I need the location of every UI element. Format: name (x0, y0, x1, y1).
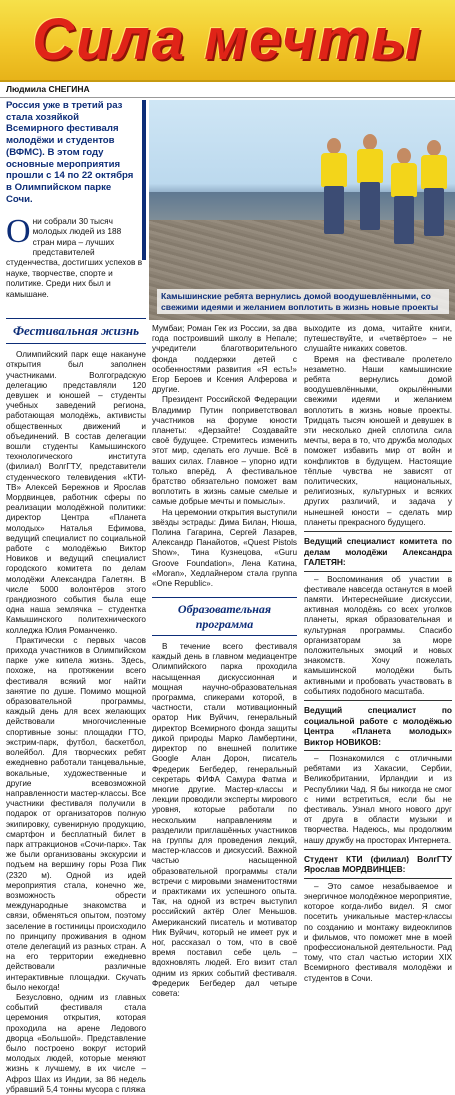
drop-cap: О (6, 213, 31, 250)
page-title: Сила мечты (32, 7, 423, 72)
quote-rule (304, 700, 452, 701)
quote-text: – Это самое незабываемое и энергичное молодёжное мероприятие, которое когда-либо видел. Я смог посетить уникальные мастер-классы по созданию и монтажу видеоклипов и фильмов, что поможет мне в моей профессиональной деятельности. Рад тому, что стал частью истории XIX Всемирного фестиваля молодёжи и студентов в Сочи. (304, 881, 452, 983)
paragraph: Президент Российской Федерации Владимир Путин поприветствовал участников на форуме юности планеты: «Дерзайте! Создавайте своё будущее. Стремитесь изменить этот мир, сделать его лучше. Всё в ваших силах. Главное – упорно идти только вперёд. А фестивальное братство обязательно поможет вам воплотить в жизнь самые смелые и самые добрые мечты и помыслы». (152, 395, 297, 507)
section-rule (6, 318, 146, 319)
intro-paragraph (6, 213, 144, 299)
article-column-2 (152, 324, 297, 998)
quote-speaker: Ведущий специалист по социальной работе с молодёжью Центра «Планета молодых» Виктор НОВИКОВ: (304, 705, 452, 747)
quote-rule (304, 878, 452, 879)
section-heading-festival-life: Фестивальная жизнь (12, 323, 140, 338)
section-rule (152, 597, 297, 598)
paragraph: Безусловно, одним из главных событий фестиваля стала церемония открытия, которая проходила на арене Ледового дворца «Большой». Представление было построено вокруг историй молодых людей, которые меняют жизнь к лучшему, в их числе – Афроз Шах из Индии, за 86 недель убравший 5,4 тонны мусора с пляжа (6, 992, 146, 1094)
paragraph: В течение всего фестиваля каждый день в главном медиацентре Олимпийского парка проходила насыщенная дискуссионная и мощная научно-образовательная программа, спикерами которой, в частности, стали мотивационный оратор Ник Вуйчич, генеральный директор Всемирного фонда защиты дикой природы Марко Ламбертини, директор по внешней политике Google Алан Дорон, писатель Фредерик Бегбедер, генеральный секретарь ФИФА Самура Фатма и многие другие. Мастер-классы и лекции проводили эксперты мирового уровня, которые работали по нескольким направлениям и разделили приглашённых участников на группы для проведения лекций, мастер-классов и дискуссий. Важной частью насыщенной образовательной программы стали встречи с мировыми знаменитостями и практиками их успешного опыта. Так, на одной из встреч выступил российский актёр Олег Меньшов. Американский писатель и мотиватор Ник Вуйчич, который не имеет рук и ног, рассказал о том, что в своё время поставил себе цель – вдохновлять людей. Его визит стал одним из ярких событий фестиваля. Фредерик Бегбедер дал четыре совета: (152, 642, 297, 998)
quote-rule (304, 849, 452, 850)
article-photo (149, 100, 455, 320)
section-rule (152, 635, 297, 636)
quote-rule (304, 531, 452, 532)
section-rule (6, 343, 146, 344)
quote-speaker: Ведущий специалист комитета по делам молодёжи Александра ГАЛЕТЯН: (304, 536, 452, 568)
author-byline: Людмила СНЕГИНА (6, 84, 90, 94)
photo-person (353, 134, 387, 234)
quote-rule (304, 571, 452, 572)
masthead (0, 0, 455, 82)
paragraph: Время на фестивале пролетело незаметно. Наши камышинские ребята вернулись домой воодушевлёнными, окрылёнными свежими идеями и желанием воплотить в жизнь новые проекты. Тридцать тысяч юношей и девушек в эти несколько дней сплотила сила мечты, вера в то, что дружба молодых поможет избавить мир от войн и конфликтов в будущем. Настоящие тёплые чувства не зависят от политических, национальных, религиозных, культурных и всяких других различий, и задача у нынешней юности – сделать мир планеты прекрасного будущего. (304, 354, 452, 527)
quote-speaker: Студент КТИ (филиал) ВолгГТУ Ярослав МОРДВИНЦЕВ: (304, 853, 452, 875)
quote-text: – Познакомился с отличными ребятами из Хакасии, Сербии, Великобритании, Ирландии и из Республики Чад. Я бы никогда не смог с ними встретиться, если бы не фестиваль. Узнал много нового друг от друга в области музыки и творчества. Надеюсь, мы продолжим нашу дружбу на просторах Интернета. (304, 754, 452, 845)
paragraph: Практически с первых часов прихода участников в Олимпийском парке уже кипела жизнь. Здесь, похоже, на протяжении всего фестиваля всякий мог найти занятие по душе. Помимо мощной образовательной программы, каждый день для всех желающих действовали многочисленные спортивные зоны: площадки ГТО, экстрим-парк, футбол, баскетбол, волейбол. Для творческих ребят ежедневно работали танцевальные, вокальные, художественные и другие всевозможной направленности мастер-классы. Все участники фестиваля получили в подарок от организаторов полную экипировку, сувенирную продукцию, смартфон и бесплатный билет в парк аттракционов «Сочи-парк». Так же были организованы экскурсии и подъем на вершину горы Роза Пик (2320 м). Одной из идей мероприятия стала, конечно же, возможность обрести международные знакомства и связи, обменяться опытом, поэтому заселение в гостиницы происходило по принципу проживания в одном отеле делегаций из разных стран. А на его территории ежедневно действовали различные интерактивные площадки. Скучать было некогда! (6, 635, 146, 992)
quote-rule (304, 750, 452, 751)
photo-caption: Камышинские ребята вернулись домой воодушевлёнными, со свежими идеями и желанием воплотить в жизнь новые проекты (157, 289, 449, 314)
section-heading-education: Образовательная программа (177, 602, 272, 631)
photo-person (317, 138, 351, 238)
divider (0, 97, 455, 98)
lead-text: Россия уже в третий раз стала хозяйкой Всемирного фестиваля молодёжи и студентов (ВФМС). В этом году основные мероприятия прошли с 14 по 22 октября в Олимпийском парке Сочи. (6, 100, 134, 205)
quote-text: – Воспоминания об участии в фестивале навсегда останутся в моей памяти. Интереснейшие дискуссии, активная молодёжь со всех уголков планеты, яркая образовательная и культурная программы. Спасибо организаторам за море положительных эмоций и новых знакомств. Хочу пожелать камышинской молодёжи быть активными и пробовать участвовать в событиях подобного масштаба. (304, 574, 452, 696)
photo-person (387, 148, 421, 248)
paragraph: выходите из дома, читайте книги, путешествуйте, и «четвёртое» – не слушайте никаких советов. (304, 324, 452, 354)
paragraph: На церемонии открытия выступили звёзды эстрады: Дима Билан, Нюша, Полина Гагарина, Сергей Лазарев, Александр Панайотов, «Quest Pistols Show», Тина Кузнецова, «Guru Groove Foundation», Лена Катина, «Moran», Хедлайнером стала группа «One Republic». (152, 507, 297, 589)
paragraph: Мумбаи; Роман Гек из России, за два года построивший школу в Непале; учредители благотворительного фонда поддержки детей с особенностями развития «Я есть!» Егор Бероев и Ксения Алферова и другие. (152, 324, 297, 395)
article-column-1 (6, 318, 146, 1094)
photo-person (417, 140, 451, 240)
article-column-3 (304, 324, 452, 983)
paragraph: Олимпийский парк еще накануне открытия был заполнен участниками. Волгоградскую делегацию представляли 120 девушек и юношей – студенты учебных заведений региона, работающая молодёжь, активисты общественных движений и объединений. В состав делегации вошли студенты Камышинского технологического института (филиал) ВолгГТУ, представители студенческого телевидения «КТИ-ТВ» Алексей Бережнов и Ярослав Мордвинцев, работник сферы по реализации молодёжной политики: директор Центра «Планета молодых» Наталья Ефимова, ведущий специалист по социальной работе с молодёжью Виктор Новиков и ведущий специалист городского комитета по делам молодёжи Александра Галетян. В числе 5000 волонтёров этого грандиозного события была еще одна наша землячка – студентка Камышинского политехнического колледжа Юлия Романченко. (6, 350, 146, 635)
intro-text: ни собрали 30 тысяч молодых людей из 188 стран мира – лучших представителей студенчества, достигших успехов в науке, творчестве, спорте и политике. Среди них был и камышане. (6, 216, 143, 299)
